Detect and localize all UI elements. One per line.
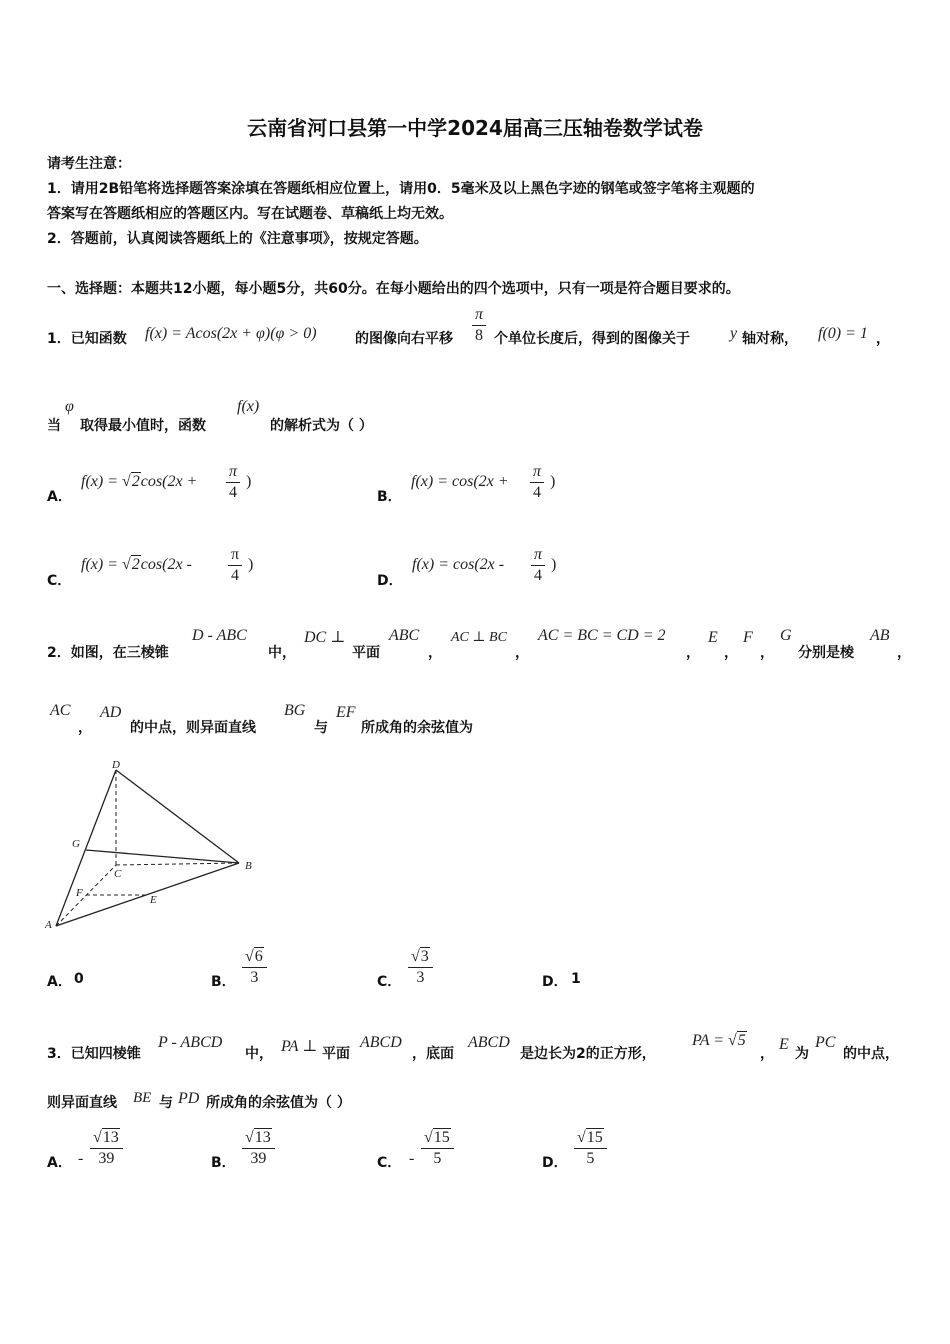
q1-text-6: 当 <box>47 418 61 434</box>
q3-formula-abcd-2: ABCD <box>468 1034 510 1051</box>
q2-formula-ef: EF <box>336 704 356 721</box>
q2-comma-3: ， <box>686 645 700 661</box>
q1-shift-den: 8 <box>475 327 483 344</box>
notice-line-2: 答案写在答题纸相应的答题区内。写在试题卷、草稿纸上均无效。 <box>47 206 453 222</box>
q1-option-b-label[interactable]: B． <box>377 489 402 505</box>
q3-text-4: ，底面 <box>412 1046 454 1062</box>
q1-option-c-fraction <box>228 545 242 586</box>
q1-b-num: π <box>530 462 544 483</box>
sqrt-icon: √15 <box>577 1129 603 1146</box>
q2-text-2: 中， <box>268 645 296 661</box>
q3-text-7: 的中点， <box>843 1046 899 1062</box>
q3-formula-pc: PC <box>815 1034 836 1051</box>
q1-formula-y: y <box>730 325 738 342</box>
q1-a-mid: cos(2x + <box>140 473 198 490</box>
segment-gb <box>86 850 239 863</box>
q3-option-b-label[interactable]: B． <box>211 1155 236 1171</box>
q2-option-c-fraction[interactable] <box>408 947 433 988</box>
q3-text-9: 与 <box>159 1095 173 1111</box>
q2-option-d-value[interactable]: 1 <box>571 971 581 987</box>
q2-c-den: 3 <box>416 969 425 986</box>
q3-text-8: 则异面直线 <box>47 1095 117 1111</box>
q3-a-root: 13 <box>102 1129 119 1146</box>
q2-comma-1: ， <box>428 645 442 661</box>
q3-c-den: 5 <box>433 1150 442 1167</box>
q2-option-a-value[interactable]: 0 <box>74 971 84 987</box>
q2-text-4: 分别是棱 <box>798 645 854 661</box>
q2-formula-g: G <box>780 627 792 644</box>
q1-option-d-label[interactable]: D． <box>377 573 403 589</box>
q2-formula-bg: BG <box>284 702 306 719</box>
q3-b-root: 13 <box>254 1129 271 1146</box>
q1-shift-fraction <box>472 305 486 346</box>
sqrt-icon: √2 <box>122 473 140 490</box>
q2-option-c-label[interactable]: C． <box>377 974 402 990</box>
q1-text-4: 轴对称， <box>742 331 798 347</box>
q2-option-d-label[interactable]: D． <box>542 974 568 990</box>
q1-a-root: 2 <box>131 473 140 490</box>
q1-option-b-fraction <box>530 462 544 503</box>
label-d: D <box>112 759 120 771</box>
q1-option-c-formula[interactable] <box>81 556 192 574</box>
page-title: 云南省河口县第一中学2024届高三压轴卷数学试卷 <box>247 116 703 140</box>
edge-da <box>56 770 116 926</box>
q2-formula-abc: ABC <box>389 627 420 644</box>
q3-text-3: 平面 <box>322 1046 350 1062</box>
edge-db <box>116 770 239 863</box>
q2-c-root: 3 <box>420 948 429 965</box>
q2-text-5: 的中点，则异面直线 <box>130 720 256 736</box>
q1-d-num: π <box>531 545 545 566</box>
sqrt-icon: √15 <box>424 1129 450 1146</box>
q2-formula-ac: AC <box>50 702 71 719</box>
q2-text-6: 与 <box>314 720 328 736</box>
q1-c-den: 4 <box>231 567 240 584</box>
q1-option-c-label[interactable]: C． <box>47 573 72 589</box>
q2-b-den: 3 <box>250 969 259 986</box>
q3-d-den: 5 <box>586 1150 595 1167</box>
q1-a-post: ) <box>246 473 252 490</box>
q3-option-a-sign: - <box>78 1150 84 1167</box>
q1-d-post: ) <box>551 556 557 573</box>
q2-text-3: 平面 <box>352 645 380 661</box>
q3-formula-pa: PA ⊥ <box>281 1038 318 1055</box>
q1-a-pre: f(x) = <box>81 473 122 490</box>
q2-formula-equal: AC = BC = CD = 2 <box>538 627 666 644</box>
q1-c-root: 2 <box>131 556 140 573</box>
notice-line-3: 2．答题前，认真阅读答题纸上的《注意事项》，按规定答题。 <box>47 231 428 247</box>
q2-option-b-fraction[interactable] <box>242 947 267 988</box>
q1-formula-f: f(x) = Acos(2x + φ)(φ > 0) <box>145 325 317 342</box>
q1-option-a-formula[interactable] <box>81 473 197 491</box>
q3-option-c-fraction[interactable] <box>421 1128 454 1169</box>
q1-formula-phi: φ <box>65 398 74 415</box>
q3-text-6: 为 <box>795 1046 809 1062</box>
q2-formula-acbc: AC ⊥ BC <box>451 630 507 645</box>
q2-text-7: 所成角的余弦值为 <box>361 720 473 736</box>
q2-formula-dabc: D - ABC <box>192 627 247 644</box>
edge-ab <box>56 863 239 926</box>
q1-c-post: ) <box>248 556 254 573</box>
label-e: E <box>150 894 157 906</box>
q2-formula-dc: DC ⊥ <box>304 629 346 646</box>
q3-text-2: 中， <box>245 1046 273 1062</box>
q1-formula-f0: f(0) = 1 <box>818 325 868 342</box>
sqrt-icon: √2 <box>122 556 140 573</box>
label-a: A <box>45 919 52 931</box>
q3-text-1: 3．已知四棱锥 <box>47 1046 141 1062</box>
label-c: C <box>114 868 122 880</box>
q2-b-root: 6 <box>254 948 263 965</box>
q1-option-d-formula[interactable]: f(x) = cos(2x - <box>412 556 505 573</box>
q3-option-c-sign: - <box>409 1150 415 1167</box>
q1-c-pre: f(x) = <box>81 556 122 573</box>
q1-option-d-fraction <box>531 545 545 586</box>
q3-option-d-label[interactable]: D． <box>542 1155 568 1171</box>
q3-formula-pabcd: P - ABCD <box>158 1034 223 1051</box>
q1-a-den: 4 <box>229 484 237 501</box>
q1-d-den: 4 <box>534 567 542 584</box>
label-g: G <box>72 838 80 850</box>
q1-b-post: ) <box>550 473 556 490</box>
q3-b-den: 39 <box>250 1150 267 1167</box>
q3-comma-1: ， <box>760 1046 774 1062</box>
q1-text-1: 1．已知函数 <box>47 331 127 347</box>
notice-heading: 请考生注意： <box>47 156 131 172</box>
q2-formula-ab: AB <box>870 627 890 644</box>
pyramid-diagram <box>40 755 270 935</box>
q1-c-num: π <box>228 545 242 566</box>
q1-option-a-label[interactable]: A． <box>47 489 72 505</box>
q3-formula-abcd-1: ABCD <box>360 1034 402 1051</box>
sqrt-icon: √6 <box>245 948 263 965</box>
sqrt-icon: √5 <box>728 1032 746 1049</box>
label-f: F <box>76 887 83 899</box>
sqrt-icon: √13 <box>93 1129 119 1146</box>
q3-formula-e: E <box>779 1036 789 1053</box>
q3-text-5: 是边长为2的正方形， <box>520 1046 656 1062</box>
q2-option-a-label[interactable]: A． <box>47 974 72 990</box>
q3-pa-eq: PA = <box>692 1032 728 1049</box>
q1-b-den: 4 <box>533 484 541 501</box>
q2-comma-5: ， <box>760 645 774 661</box>
q1-option-b-formula[interactable]: f(x) = cos(2x + <box>411 473 509 490</box>
q1-text-5: ， <box>876 331 890 347</box>
q2-comma-4: ， <box>724 645 738 661</box>
notice-line-1: 1．请用2B铅笔将选择题答案涂填在答题纸相应位置上，请用0．5毫米及以上黑色字迹的钢笔或签字笔将主观题的 <box>47 181 755 197</box>
q3-a-den: 39 <box>98 1150 115 1167</box>
q2-comma-7: ， <box>78 720 92 736</box>
q3-formula-be: BE <box>133 1090 152 1106</box>
q3-option-c-label[interactable]: C． <box>377 1155 402 1171</box>
q1-text-7: 取得最小值时，函数 <box>80 418 206 434</box>
q3-root: 5 <box>737 1032 746 1049</box>
q1-text-2: 的图像向右平移 <box>355 331 453 347</box>
sqrt-icon: √13 <box>245 1129 271 1146</box>
q3-option-b-fraction[interactable] <box>242 1128 275 1169</box>
q3-option-d-fraction[interactable] <box>574 1128 607 1169</box>
q1-c-mid: cos(2x - <box>140 556 192 573</box>
label-b: B <box>245 860 252 872</box>
q2-option-b-label[interactable]: B． <box>211 974 236 990</box>
q2-comma-6: ， <box>897 645 911 661</box>
q3-formula-pa-value <box>692 1032 747 1050</box>
q1-formula-fx: f(x) <box>237 398 260 415</box>
q3-d-root: 15 <box>586 1129 603 1146</box>
section-heading: 一、选择题：本题共12小题，每小题5分，共60分。在每小题给出的四个选项中，只有一项是符合题目要求的。 <box>47 281 740 297</box>
q2-formula-f: F <box>743 629 753 646</box>
q3-formula-pd: PD <box>178 1090 200 1107</box>
q3-option-a-label[interactable]: A． <box>47 1155 72 1171</box>
q3-text-10: 所成角的余弦值为（ ） <box>206 1095 351 1111</box>
q1-a-num: π <box>226 462 240 483</box>
edge-cb <box>116 863 239 865</box>
q1-text-3: 个单位长度后，得到的图像关于 <box>494 331 690 347</box>
q2-formula-ad: AD <box>100 704 122 721</box>
q1-text-8: 的解析式为（ ） <box>270 418 373 434</box>
q1-option-a-fraction <box>226 462 240 503</box>
q3-c-root: 15 <box>433 1129 450 1146</box>
q1-shift-num: π <box>472 305 486 326</box>
q2-comma-2: ， <box>515 645 529 661</box>
q3-option-a-fraction[interactable] <box>90 1128 123 1169</box>
sqrt-icon: √3 <box>411 948 429 965</box>
q2-text-1: 2．如图，在三棱锥 <box>47 645 169 661</box>
q2-formula-e: E <box>708 629 718 646</box>
